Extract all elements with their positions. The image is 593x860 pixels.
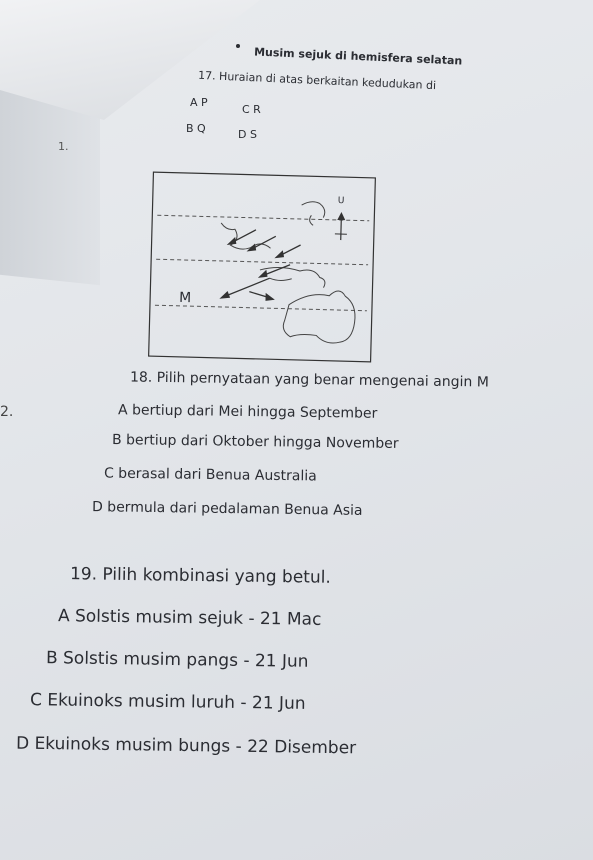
q19-option-b: B Solstis musim pangs - 21 Jun: [46, 648, 309, 672]
q17-option-b: B Q: [186, 122, 206, 135]
wind-label-m: M: [179, 290, 192, 306]
q18-option-c: C berasal dari Benua Australia: [104, 466, 317, 485]
left-margin-mark-1: 1.: [58, 140, 69, 153]
monsoon-map: [148, 171, 377, 363]
heading-text: Musim sejuk di hemisfera selatan: [254, 45, 463, 67]
q17-option-d: D S: [238, 128, 257, 141]
q18-option-b: B bertiup dari Oktober hingga November: [112, 432, 399, 452]
q18-option-d: D bermula dari pedalaman Benua Asia: [92, 499, 363, 519]
q19-option-d: D Ekuinoks musim bungs - 22 Disember: [16, 734, 356, 759]
q18-option-a: A bertiup dari Mei hingga September: [118, 402, 377, 422]
north-arrow: [335, 212, 348, 240]
left-margin-mark-2: 2.: [0, 404, 13, 420]
latitude-line-middle: [156, 259, 368, 265]
q19-option-a: A Solstis musim sejuk - 21 Mac: [58, 606, 322, 630]
q19-option-c: C Ekuinoks musim luruh - 21 Jun: [30, 690, 306, 714]
australia-coastline: [283, 290, 356, 344]
q17-question: 17. Huraian di atas berkaitan kedudukan di: [198, 69, 437, 92]
q19-question: 19. Pilih kombinasi yang betul.: [70, 564, 331, 588]
wind-arrows: [221, 229, 301, 301]
q17-option-c: C R: [242, 103, 261, 116]
islands-coastline: [260, 267, 326, 288]
bullet-icon: [236, 44, 240, 48]
q17-option-a: A P: [190, 96, 208, 109]
q18-question: 18. Pilih pernyataan yang benar mengenai angin M: [130, 369, 489, 390]
north-label: U: [338, 196, 345, 206]
